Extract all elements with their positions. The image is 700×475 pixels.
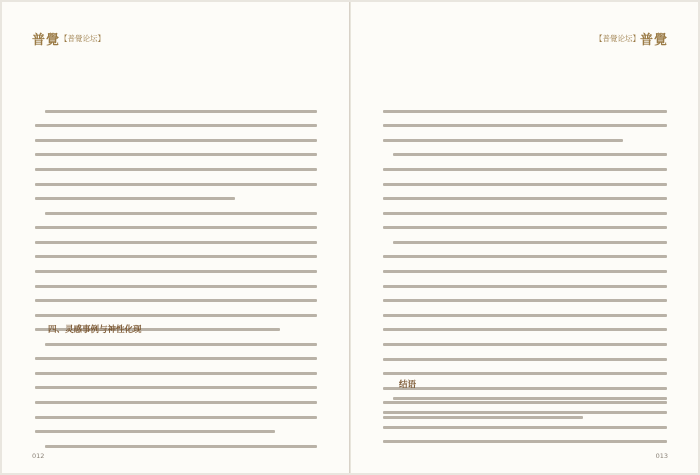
left-page [2, 2, 349, 473]
text-line [383, 367, 667, 379]
text-line [35, 353, 317, 365]
text-line [383, 280, 667, 292]
text-line [35, 251, 317, 263]
body-text [383, 105, 667, 426]
text-line [383, 324, 667, 336]
text-line [35, 338, 317, 350]
text-line [383, 105, 667, 117]
text-line [35, 236, 317, 248]
running-header [32, 29, 105, 48]
text-line [35, 382, 317, 394]
text-line [383, 353, 667, 365]
column-name: 【普覺论坛】 [60, 34, 106, 43]
text-line [35, 396, 317, 408]
running-header [595, 29, 668, 48]
text-line [383, 236, 667, 248]
text-line [383, 251, 667, 263]
text-line [383, 149, 667, 161]
text-line [383, 163, 667, 175]
page-number: 013 [655, 452, 668, 460]
text-line [383, 265, 667, 277]
magazine-logo: 普覺 [32, 33, 61, 48]
body-text-2 [383, 392, 667, 450]
text-line [35, 367, 317, 379]
text-line [35, 105, 317, 117]
text-line [383, 207, 667, 219]
magazine-logo: 普覺 [639, 33, 668, 48]
section-heading: 四、灵感事例与神性化现 [48, 325, 142, 335]
text-line [383, 192, 667, 204]
text-line [35, 295, 317, 307]
text-line [383, 436, 667, 448]
column-name: 【普覺论坛】 [594, 34, 640, 43]
text-line [35, 192, 317, 204]
page-number: 012 [32, 452, 45, 460]
text-line [383, 295, 667, 307]
text-line [35, 440, 317, 452]
text-line [35, 207, 317, 219]
text-line [35, 149, 317, 161]
text-line [383, 407, 667, 419]
text-line [35, 134, 317, 146]
section-heading: 结语 [399, 380, 417, 390]
text-line [35, 222, 317, 234]
text-line [383, 421, 667, 433]
text-line [35, 309, 317, 321]
text-line [35, 425, 317, 437]
text-line [383, 392, 667, 404]
text-line [383, 338, 667, 350]
right-page [351, 2, 698, 473]
text-line [35, 411, 317, 423]
text-line [383, 222, 667, 234]
book-spread [2, 2, 698, 473]
body-text-2 [35, 338, 317, 455]
text-line [35, 178, 317, 190]
text-line [383, 120, 667, 132]
text-line [35, 163, 317, 175]
text-line [35, 280, 317, 292]
text-line [35, 265, 317, 277]
text-line [383, 309, 667, 321]
text-line [383, 178, 667, 190]
body-text [35, 105, 317, 338]
text-line [35, 120, 317, 132]
text-line [383, 134, 667, 146]
